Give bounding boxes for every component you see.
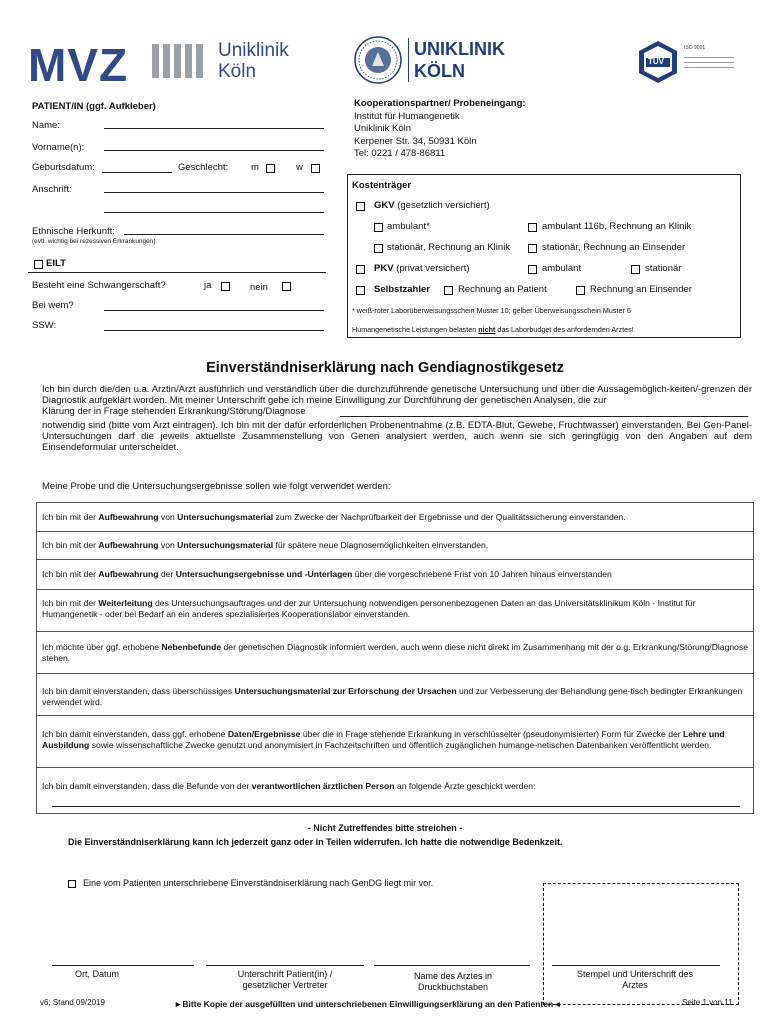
pkv-checkbox[interactable]: [356, 265, 365, 274]
page-title: Einverständniserklärung nach Gendiagnostikgesetz: [206, 360, 564, 376]
intro-paragraph-1: Ich bin durch die/den u.a. Arztin/Arzt ausführlich und verständlich über die durchzuführende genetische Untersuchung und über die Aussagemöglich-keiten/-grenzen der Diagnostik aufgeklärt worden. Mit meiner Unterschrift gebe ich meine Einwilligung zur Durchführung der genetischen Analysen, die zur Klärung der in Frage stehenden Erkrankung/Störung/Diagnose: [42, 384, 752, 417]
vorname-label: Vorname(n):: [32, 142, 85, 153]
iso-label: ISO 9001: [684, 45, 706, 51]
rechnung-patient-checkbox[interactable]: [444, 286, 453, 295]
stationaer-einsender-checkbox[interactable]: [528, 244, 537, 253]
page-number: Seite 1 von 11: [682, 998, 733, 1007]
gendg-label: Eine vom Patienten unterschriebene Einverständniserklärung nach GenDG liegt mir vor.: [83, 878, 434, 888]
ort-datum-line[interactable]: [52, 965, 194, 966]
bei-wem-label: Bei wem?: [32, 300, 74, 311]
partner-title: Kooperationspartner/ Probeneingang:: [354, 98, 526, 109]
ambulant-116-label: ambulant 116b, Rechnung an Klinik: [542, 221, 692, 232]
selbstzahler-checkbox[interactable]: [356, 286, 365, 295]
stationaer-klinik-label: stationär, Rechnung an Klinik: [387, 242, 511, 253]
w-checkbox[interactable]: [311, 164, 320, 173]
consent-row-1[interactable]: Ich bin mit der Aufbewahrung von Untersuchungsmaterial zum Zwecke der Nachprüfbarkeit der Ergebnisse und der Qualitätssicherung einverstanden.: [42, 512, 626, 522]
eilt-checkbox[interactable]: [34, 260, 43, 269]
name-field[interactable]: [104, 128, 324, 129]
eilt-divider: [28, 272, 326, 273]
consent-row-2[interactable]: Ich bin mit der Aufbewahrung von Untersuchungsmaterial für spätere neue Diagnosemöglichkeiten einverstanden.: [36, 531, 754, 559]
unterschrift-line[interactable]: [206, 965, 364, 966]
name-arzt-line[interactable]: [374, 965, 530, 966]
m-label: m: [251, 162, 259, 173]
name-label: Name:: [32, 120, 60, 131]
diagnose-field[interactable]: [340, 416, 748, 417]
mvz-logo-bars: [152, 44, 203, 83]
ssw-label: SSW:: [32, 320, 57, 331]
ja-checkbox[interactable]: [221, 282, 230, 291]
mvz-logo-text: MVZ: [28, 39, 129, 91]
mvz-logo: [28, 38, 128, 92]
vorname-field[interactable]: [104, 150, 324, 151]
university-seal-icon: [354, 36, 402, 89]
partner-line4: Tel: 0221 / 478-86811: [354, 148, 446, 159]
stationaer-einsender-label: stationär, Rechnung an Einsender: [542, 242, 686, 253]
eilt-label: EILT: [46, 258, 66, 269]
selbstzahler-label: Selbstzahler: [374, 284, 430, 295]
rechnung-einsender-label: Rechnung an Einsender: [590, 284, 692, 295]
ambulant-116-checkbox[interactable]: [528, 223, 537, 232]
kosten-title: Kostenträger: [352, 180, 412, 191]
patient-box: [28, 96, 330, 338]
ethnisch-field[interactable]: [124, 234, 324, 235]
gendg-checkbox[interactable]: [68, 880, 76, 888]
anschrift-field-1[interactable]: [104, 192, 324, 193]
consent-row-7[interactable]: Ich bin damit einverstanden, dass ggf. erhobene Daten/Ergebnisse über die in Frage stehende Erkrankung in verschlüsselter (pseudonymisierter) Form für Zwecke der Lehre und Ausbildung sowie wissenschaftliche Zwecke genutzt und anonymisiert in Fachzeitschriften und öffentlich zugänglichen humange-netischen Datenbanken veröffentlicht werden.: [36, 715, 754, 767]
partner-block: [354, 98, 526, 161]
tuev-label: TÜV: [648, 57, 664, 66]
partner-line2: Uniklinik Köln: [354, 123, 412, 134]
kosten-note2: Humangenetische Leistungen belasten nicht das Laborbudget des anfordernden Arztes!: [352, 325, 634, 334]
geburtsdatum-label: Geburtsdatum:: [32, 162, 95, 173]
kostentraeger-box: [347, 174, 741, 338]
anschrift-label: Anschrift:: [32, 184, 72, 195]
mvz-uniklinik-name: Uniklinik Köln: [218, 40, 289, 82]
uniklinik-divider: [408, 38, 409, 82]
rechnung-patient-label: Rechnung an Patient: [458, 284, 547, 295]
rechnung-einsender-checkbox[interactable]: [576, 286, 585, 295]
version-label: v6; Stand 09/2019: [40, 998, 105, 1007]
strike-note: - Nicht Zutreffendes bitte streichen -: [307, 823, 463, 833]
m-checkbox[interactable]: [266, 164, 275, 173]
pkv-line: PKV (privat versichert): [374, 263, 470, 274]
iso-lines: [684, 53, 734, 68]
consent-row-3[interactable]: Ich bin mit der Aufbewahrung der Untersuchungsergebnisse und -Unterlagen über die vorgeschriebene Frist von 10 Jahren hinaus einverstanden: [36, 559, 754, 589]
pkv-stationaer-checkbox[interactable]: [631, 265, 640, 274]
geschlecht-label: Geschlecht:: [178, 162, 229, 173]
revoke-note: Die Einverständniserklärung kann ich jederzeit ganz oder in Teilen widerrufen. Ich hatte die notwendige Bedenkzeit.: [68, 837, 563, 847]
intro-paragraph-2: notwendig sind (bitte vom Arzt eintragen). Ich bin mit der dafür erforderlichen Probenentnahme (z.B. EDTA-Blut, Gewebe, Fruchtwasser) einverstanden. Bei Gen-Panel-Untersuchungen darf die jeweils aktuellste Zusammenstellung von Genen analysiert werden, auch wenn sie sich geringfügig von den Angaben auf dem Einsendeformular unterscheidet.: [42, 420, 752, 453]
name-arzt-label: Name des Arztes in Druckbuchstaben: [413, 971, 493, 992]
nein-checkbox[interactable]: [282, 282, 291, 291]
ambulant-star-label: ambulant*: [387, 221, 430, 232]
consent-row-5[interactable]: Ich möchte über ggf. erhobene Nebenbefunde der genetischen Diagnostik informiert werden, auch wenn diese nicht direkt im Zusammenhang mit der o.g. Erkrankung/Störung/Diagnose stehen.: [36, 631, 754, 673]
gkv-checkbox[interactable]: [356, 202, 365, 211]
ort-datum-label: Ort, Datum: [74, 969, 119, 979]
ja-label: ja: [204, 280, 212, 291]
consent-row-8[interactable]: Ich bin damit einverstanden, dass die Befunde von der verantwortlichen ärztlichen Person an folgende Ärzte geschickt werden:: [36, 767, 754, 814]
w-label: w: [296, 162, 303, 173]
pkv-ambulant-checkbox[interactable]: [528, 265, 537, 274]
kosten-note1: * weiß-roter Laborüberweisungsschein Muster 10; gelber Überweisungsschein Muster 6: [352, 306, 631, 315]
unterschrift-label: Unterschrift Patient(in) / gesetzlicher Vertreter: [237, 969, 333, 990]
nein-label: nein: [250, 282, 268, 293]
partner-line3: Kerpener Str. 34, 50931 Köln: [354, 135, 477, 147]
consent-row-4[interactable]: Ich bin mit der Weiterleitung des Untersuchungsauftrages und der zur Untersuchung notwendigen personenbezogenen Daten an das Universitätsklinikum Köln - Institut für Humangenetik - oder bei Bedarf an ein anderes spezialisiertes Kooperationslabor einverstanden.: [36, 589, 754, 631]
stempel-line: [552, 965, 720, 966]
patient-title: PATIENT/IN (ggf. Aufkleber): [32, 101, 156, 112]
pkv-stationaer-label: stationär: [645, 263, 682, 274]
aerzte-field[interactable]: [52, 806, 740, 807]
pkv-ambulant-label: ambulant: [542, 263, 582, 274]
stempel-label: Stempel und Unterschrift des Arztes: [576, 969, 694, 990]
ethnisch-label: Ethnische Herkunft:: [32, 226, 115, 237]
ambulant-star-checkbox[interactable]: [374, 223, 383, 232]
ssw-field[interactable]: [104, 330, 324, 331]
bei-wem-field[interactable]: [104, 310, 324, 311]
uniklinik-koeln-name: UNIKLINIK KÖLN: [414, 39, 505, 81]
gkv-line: GKV (gesetzlich versichert): [374, 200, 490, 211]
stationaer-klinik-checkbox[interactable]: [374, 244, 383, 253]
copy-note: ►Bitte Kopie der ausgefüllten und unterschriebenen Einwilligungserklärung an den Patienten◄: [174, 999, 562, 1009]
partner-line1: Institut für Humangenetik: [354, 110, 460, 122]
consent-row-6[interactable]: Ich bin damit einverstanden, dass überschüssiges Untersuchungsmaterial zur Erforschung der Ursachen und zur Verbesserung der Behandlung gene-tisch bedingter Erkrankungen verwendet wird.: [36, 673, 754, 715]
geburtsdatum-field[interactable]: [102, 172, 172, 173]
anschrift-field-2[interactable]: [104, 212, 324, 213]
ethnisch-note: (evtl. wichtig bei rezessiven Erkrankungen): [32, 238, 156, 245]
intro-paragraph-3: Meine Probe und die Untersuchungsergebnisse sollen wie folgt verwendet werden:: [42, 481, 391, 492]
schwanger-label: Besteht eine Schwangerschaft?: [32, 280, 166, 291]
